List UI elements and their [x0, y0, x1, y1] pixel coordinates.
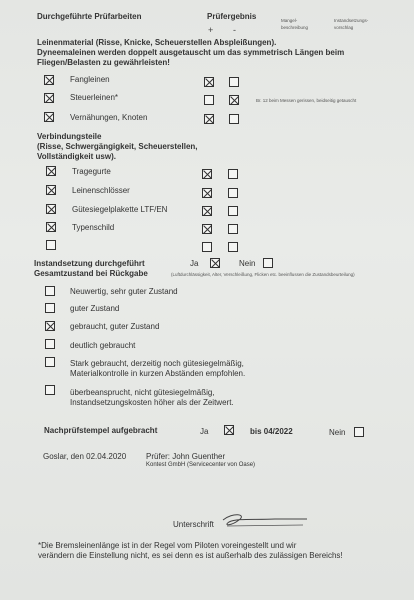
condition-heavily-used-label: Stark gebraucht, derzeitig noch gütesiegelmäßig, Materialkontrolle in kurzen Abständen empfohlen. — [70, 359, 246, 378]
leinenschloesser-checkbox[interactable] — [46, 185, 56, 195]
brake-line-footnote: *Die Bremsleinenlänge ist in der Regel vom Piloten voreingestellt und wir verändern die Einstellung nicht, es sei denn es ist außerhalb des zulässigen Bereichs! — [38, 541, 343, 560]
stamp-yes-label: Ja — [200, 427, 209, 436]
vernaehungen-plus-checkbox[interactable] — [204, 114, 214, 124]
inspector-company: Kontest GmbH (Servicecenter von Oase) — [146, 462, 256, 468]
empty-row-plus-checkbox[interactable] — [202, 242, 212, 252]
steuerleinen-label: Steuerleinen* — [70, 93, 119, 102]
steuerleinen-plus-checkbox[interactable] — [204, 95, 214, 105]
repair-suggestion-column-header: Instandsetzungs- vorschlag — [334, 18, 369, 30]
guetesiegel-plus-checkbox[interactable] — [202, 206, 212, 216]
condition-overused-checkbox[interactable] — [45, 385, 55, 395]
leinenschloesser-minus-checkbox[interactable] — [228, 188, 238, 198]
condition-good-label: guter Zustand — [70, 304, 120, 313]
stamp-no-label: Nein — [329, 428, 346, 437]
steuerleinen-note: Br. 12 beim Messen gerissen, beidseitig getauscht — [256, 98, 357, 103]
repair-done-label: Instandsetzung durchgeführt — [34, 259, 145, 268]
repair-yes-checkbox[interactable] — [210, 258, 220, 268]
tragegurte-minus-checkbox[interactable] — [228, 169, 238, 179]
vernaehungen-label: Vernähungen, Knoten — [70, 113, 148, 122]
condition-new-label: Neuwertig, sehr guter Zustand — [70, 287, 178, 296]
guetesiegel-label: Gütesiegelplakette LTF/EN — [72, 205, 168, 214]
vernaehungen-minus-checkbox[interactable] — [229, 114, 239, 124]
inspector-name: Prüfer: John Guenther — [146, 452, 226, 461]
line-material-heading: Leinenmaterial (Risse, Knicke, Scheuerstellen Abspleißungen). Dyneemaleinen werden doppelt ausgetauscht um das symmetrisch Längen beim Fliegen/Belasten zu gewährleisten! — [37, 38, 345, 67]
leinenschloesser-plus-checkbox[interactable] — [202, 188, 212, 198]
result-column-header: Prüfergebnis — [207, 12, 257, 21]
repair-yes-label: Ja — [190, 259, 199, 268]
repair-no-label: Nein — [239, 259, 256, 268]
condition-used-good-checkbox[interactable] — [45, 321, 55, 331]
overall-condition-subtext: (Luftdurchlässigkeit, Alter, Verschleißung, Flicken etc. beeinflussen die Zustandsbeurteilung) — [171, 272, 355, 277]
condition-heavily-used-checkbox[interactable] — [45, 357, 55, 367]
stamp-valid-until: bis 04/2022 — [250, 427, 293, 436]
empty-row-checkbox[interactable] — [46, 240, 56, 250]
typenschild-plus-checkbox[interactable] — [202, 224, 212, 234]
place-date: Goslar, den 02.04.2020 — [43, 452, 127, 461]
fangleinen-checkbox[interactable] — [44, 75, 54, 85]
condition-overused-label: überbeansprucht, nicht gütesiegelmäßig, Instandsetzungskosten höher als der Zeitwert. — [70, 388, 234, 407]
guetesiegel-checkbox[interactable] — [46, 204, 56, 214]
condition-used-good-label: gebraucht, guter Zustand — [70, 322, 160, 331]
fangleinen-plus-checkbox[interactable] — [204, 77, 214, 87]
steuerleinen-minus-checkbox[interactable] — [229, 95, 239, 105]
signature-mark — [215, 510, 315, 532]
plus-column-header: + — [208, 25, 214, 35]
empty-row-minus-checkbox[interactable] — [228, 242, 238, 252]
steuerleinen-checkbox[interactable] — [44, 93, 54, 103]
condition-new-checkbox[interactable] — [45, 286, 55, 296]
stamp-no-checkbox[interactable] — [354, 427, 364, 437]
typenschild-checkbox[interactable] — [46, 222, 56, 232]
fangleinen-minus-checkbox[interactable] — [229, 77, 239, 87]
connection-parts-heading: Verbindungsteile (Risse, Schwergängigkeit, Scheuerstellen, Vollständigkeit usw). — [37, 132, 198, 161]
defect-column-header: Mangel- beschreibung — [281, 18, 309, 30]
vernaehungen-checkbox[interactable] — [44, 112, 54, 122]
tragegurte-plus-checkbox[interactable] — [202, 169, 212, 179]
fangleinen-label: Fangleinen — [70, 75, 110, 84]
overall-condition-heading: Gesamtzustand bei Rückgabe — [34, 269, 148, 278]
minus-column-header: - — [233, 25, 236, 35]
stamp-yes-checkbox[interactable] — [224, 425, 234, 435]
form-title: Durchgeführte Prüfarbeiten — [37, 12, 142, 21]
condition-clearly-used-label: deutlich gebraucht — [70, 341, 136, 350]
repair-no-checkbox[interactable] — [263, 258, 273, 268]
tragegurte-checkbox[interactable] — [46, 166, 56, 176]
typenschild-label: Typenschild — [72, 223, 115, 232]
condition-clearly-used-checkbox[interactable] — [45, 339, 55, 349]
guetesiegel-minus-checkbox[interactable] — [228, 206, 238, 216]
signature-label: Unterschrift — [173, 520, 214, 529]
stamp-label: Nachprüfstempel aufgebracht — [44, 426, 158, 435]
tragegurte-label: Tragegurte — [72, 167, 111, 176]
leinenschloesser-label: Leinenschlösser — [72, 186, 130, 195]
condition-good-checkbox[interactable] — [45, 303, 55, 313]
typenschild-minus-checkbox[interactable] — [228, 224, 238, 234]
